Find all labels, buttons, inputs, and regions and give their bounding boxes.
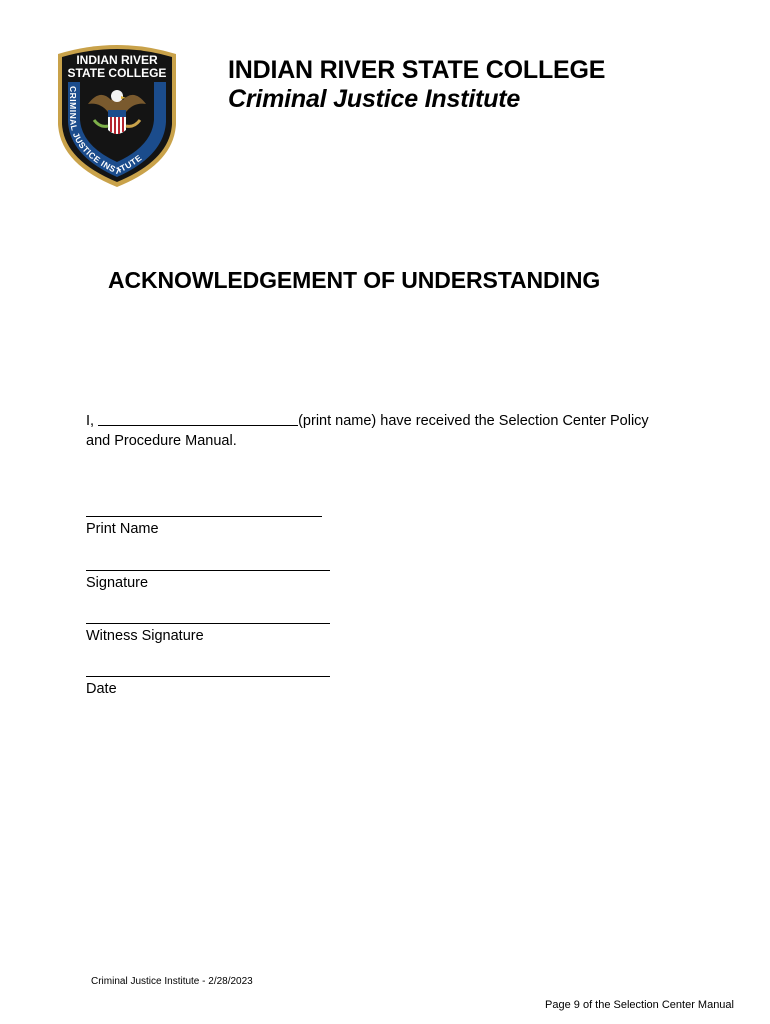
date-line[interactable] [86,676,330,677]
statement-prefix: I, [86,413,95,429]
signature-label: Signature [86,575,149,591]
witness-signature-line[interactable] [86,623,330,624]
acknowledgement-statement [86,411,706,451]
print-name-field [86,516,322,538]
print-name-label: Print Name [86,521,159,537]
date-field [86,676,330,698]
witness-signature-field [86,623,330,645]
statement-suffix: (print name) have received the Selection Center Policy [298,413,649,429]
organization-heading [228,56,605,114]
organization-subtitle: Criminal Justice Institute [228,85,521,113]
college-badge-logo [54,42,180,188]
statement-line-2: and Procedure Manual. [86,433,237,449]
badge-ring-text: CRIMINAL JUSTICE INSTITUTE [67,86,144,177]
signature-line[interactable] [86,570,330,571]
signature-field [86,570,330,592]
footer-institute-date: Criminal Justice Institute - 2/28/2023 [91,976,253,987]
shield-emblem-icon [54,42,180,188]
organization-name: INDIAN RIVER STATE COLLEGE [228,56,606,84]
print-name-line[interactable] [86,516,322,517]
document-title: ACKNOWLEDGEMENT OF UNDERSTANDING [108,267,601,293]
date-label: Date [86,681,117,697]
footer-page-number: Page 9 of the Selection Center Manual [545,999,734,1011]
badge-top-text: INDIAN RIVER [76,53,158,67]
badge-top-text-2: STATE COLLEGE [67,66,167,80]
witness-signature-label: Witness Signature [86,628,204,644]
print-name-blank[interactable] [98,411,298,426]
